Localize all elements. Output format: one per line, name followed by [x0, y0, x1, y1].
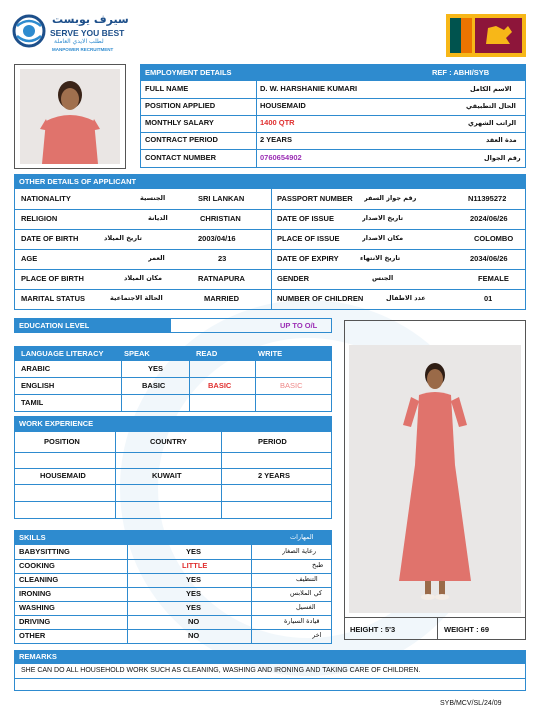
skill-other-value: NO — [188, 630, 200, 640]
other-value-gender: FEMALE — [478, 273, 509, 283]
other-label-religion: RELIGION — [21, 213, 58, 223]
emp-label-position: POSITION APPLIED — [145, 101, 216, 110]
other-ar-pob: مكان الميلاد — [124, 274, 163, 282]
other-value-doi: 2024/06/26 — [470, 213, 508, 223]
language-english-read: BASIC — [208, 380, 232, 390]
emp-ar-contact: رقم الجوال — [484, 153, 521, 162]
other-label-children: NUMBER OF CHILDREN — [277, 293, 364, 303]
education-value: UP TO O/L — [280, 321, 318, 330]
skills-title-ar: المهارات — [290, 533, 314, 541]
brand-sub-arabic: لطلب الايدي العاملة — [54, 38, 104, 45]
skill-washing: WASHING — [19, 602, 55, 612]
other-label-passport: PASSPORT NUMBER — [277, 193, 353, 203]
other-table — [14, 188, 526, 310]
skill-babysitting: BABYSITTING — [19, 546, 70, 556]
employment-ref: REF : ABHI/SYB — [432, 67, 490, 77]
other-value-nationality: SRI LANKAN — [198, 193, 245, 203]
height-label: HEIGHT : 5'3 — [350, 624, 396, 634]
emp-label-contract: CONTRACT PERIOD — [145, 135, 218, 144]
remarks-text: SHE CAN DO ALL HOUSEHOLD WORK SUCH AS CLEANING, WASHING AND IRONING AND TAKING CARE OF CHILDREN. — [21, 666, 421, 674]
skill-babysitting-value: YES — [186, 546, 202, 556]
brand-sub: MANPOWER RECRUITMENT — [52, 47, 114, 52]
other-ar-marital: الحالة الاجتماعية — [110, 294, 163, 302]
remarks-title: REMARKS — [19, 652, 57, 661]
language-arabic-speak: YES — [148, 363, 164, 373]
other-label-nationality: NATIONALITY — [21, 193, 71, 203]
emp-value-contact: 0760654902 — [260, 153, 302, 162]
skills-title: SKILLS — [19, 532, 46, 542]
language-arabic: ARABIC — [21, 363, 51, 373]
skill-washing-value: YES — [186, 602, 202, 612]
emp-ar-fullname: الاسم الكامل — [470, 84, 512, 93]
other-label-doe: DATE OF EXPIRY — [277, 253, 339, 263]
footer-code: SYB/MCV/SL/24/09 — [440, 700, 502, 707]
other-value-passport: N11395272 — [468, 193, 507, 203]
emp-ar-contract: مدة العقد — [486, 135, 517, 144]
other-ar-nationality: الجنسية — [140, 194, 166, 202]
other-ar-age: العمر — [148, 254, 165, 262]
skill-driving-ar: قيادة السيارة — [284, 617, 320, 625]
other-ar-poi: مكان الاصدار — [362, 234, 404, 242]
emp-ar-position: الحال التطبيقي — [466, 101, 516, 110]
emp-value-position: HOUSEMAID — [260, 101, 306, 110]
globe-logo-icon — [12, 14, 46, 48]
work-row-period: 2 YEARS — [258, 470, 290, 480]
skill-cleaning-value: YES — [186, 574, 202, 584]
profile-photo — [20, 69, 120, 164]
skill-ironing: IRONING — [19, 588, 52, 598]
other-value-doe: 2034/06/26 — [470, 253, 508, 263]
weight-label: WEIGHT : 69 — [444, 624, 490, 634]
skill-other: OTHER — [19, 630, 46, 640]
other-ar-dob: تاريخ الميلاد — [104, 234, 142, 242]
other-value-dob: 2003/04/16 — [198, 233, 236, 243]
skill-cleaning: CLEANING — [19, 574, 59, 584]
emp-label-fullname: FULL NAME — [145, 84, 189, 93]
other-label-doi: DATE OF ISSUE — [277, 213, 334, 223]
other-ar-passport: رقم جواز السفر — [364, 194, 417, 202]
employment-title: EMPLOYMENT DETAILS — [145, 67, 232, 77]
language-english-speak: BASIC — [142, 380, 166, 390]
skill-ironing-value: YES — [186, 588, 202, 598]
language-col-lang: LANGUAGE LITERACY — [21, 348, 104, 358]
work-col-country: COUNTRY — [150, 436, 187, 446]
fullbody-photo — [349, 345, 521, 613]
other-value-pob: RATNAPURA — [198, 273, 245, 283]
language-english-write: BASIC — [280, 380, 303, 390]
emp-value-fullname: D. W. HARSHANIE KUMARI — [260, 84, 358, 93]
other-ar-doi: تاريخ الاصدار — [362, 214, 404, 222]
other-value-poi: COLOMBO — [474, 233, 514, 243]
language-col-read: READ — [196, 348, 218, 358]
other-ar-gender: الجنس — [372, 274, 394, 282]
fullbody-photo-frame — [344, 320, 526, 640]
emp-label-salary: MONTHLY SALARY — [145, 118, 214, 127]
work-title: WORK EXPERIENCE — [19, 419, 94, 428]
skill-driving: DRIVING — [19, 616, 51, 626]
skill-driving-value: NO — [188, 616, 200, 626]
language-col-write: WRITE — [258, 348, 283, 358]
other-label-poi: PLACE OF ISSUE — [277, 233, 340, 243]
other-ar-religion: الديانة — [148, 214, 168, 222]
emp-value-salary: 1400 QTR — [260, 118, 295, 127]
skill-cleaning-ar: التنظيف — [296, 575, 318, 583]
other-value-children: 01 — [484, 293, 493, 303]
skills-header — [14, 530, 332, 544]
sri-lanka-flag-icon — [446, 14, 526, 57]
emp-ar-salary: الراتب الشهري — [468, 118, 517, 127]
remarks-header — [14, 650, 526, 663]
language-col-speak: SPEAK — [124, 348, 150, 358]
language-english: ENGLISH — [21, 380, 55, 390]
work-col-position: POSITION — [44, 436, 80, 446]
skill-ironing-ar: كي الملابس — [290, 589, 323, 597]
other-title: OTHER DETAILS OF APPLICANT — [19, 176, 137, 186]
skill-cooking-value: LITTLE — [182, 560, 208, 570]
work-row-country: KUWAIT — [152, 470, 182, 480]
other-value-religion: CHRISTIAN — [200, 213, 241, 223]
skill-washing-ar: الغسيل — [296, 603, 316, 611]
other-label-gender: GENDER — [277, 273, 310, 283]
brand-arabic: سيرف يوبست — [52, 13, 129, 26]
language-tamil: TAMIL — [21, 397, 44, 407]
other-value-marital: MARRIED — [204, 293, 239, 303]
emp-value-contract: 2 YEARS — [260, 135, 292, 144]
other-label-marital: MARITAL STATUS — [21, 293, 86, 303]
other-ar-children: عدد الاطفال — [386, 294, 426, 302]
brand-name: SERVE YOU BEST — [50, 28, 125, 38]
skill-cooking: COOKING — [19, 560, 55, 570]
emp-label-contact: CONTACT NUMBER — [145, 153, 217, 162]
other-label-age: AGE — [21, 253, 38, 263]
other-label-dob: DATE OF BIRTH — [21, 233, 79, 243]
skill-other-ar: اخر — [312, 631, 322, 639]
brand-logo — [12, 14, 46, 48]
profile-photo-frame — [14, 64, 126, 169]
skill-cooking-ar: طبخ — [312, 561, 324, 569]
other-value-age: 23 — [218, 253, 227, 263]
other-label-pob: PLACE OF BIRTH — [21, 273, 84, 283]
work-row-position: HOUSEMAID — [40, 470, 86, 480]
other-ar-doe: تاريخ الانتهاء — [360, 254, 401, 262]
skill-babysitting-ar: رعاية الصغار — [282, 547, 317, 555]
work-col-period: PERIOD — [258, 436, 287, 446]
education-label: EDUCATION LEVEL — [19, 321, 90, 330]
skills-table — [14, 544, 332, 644]
